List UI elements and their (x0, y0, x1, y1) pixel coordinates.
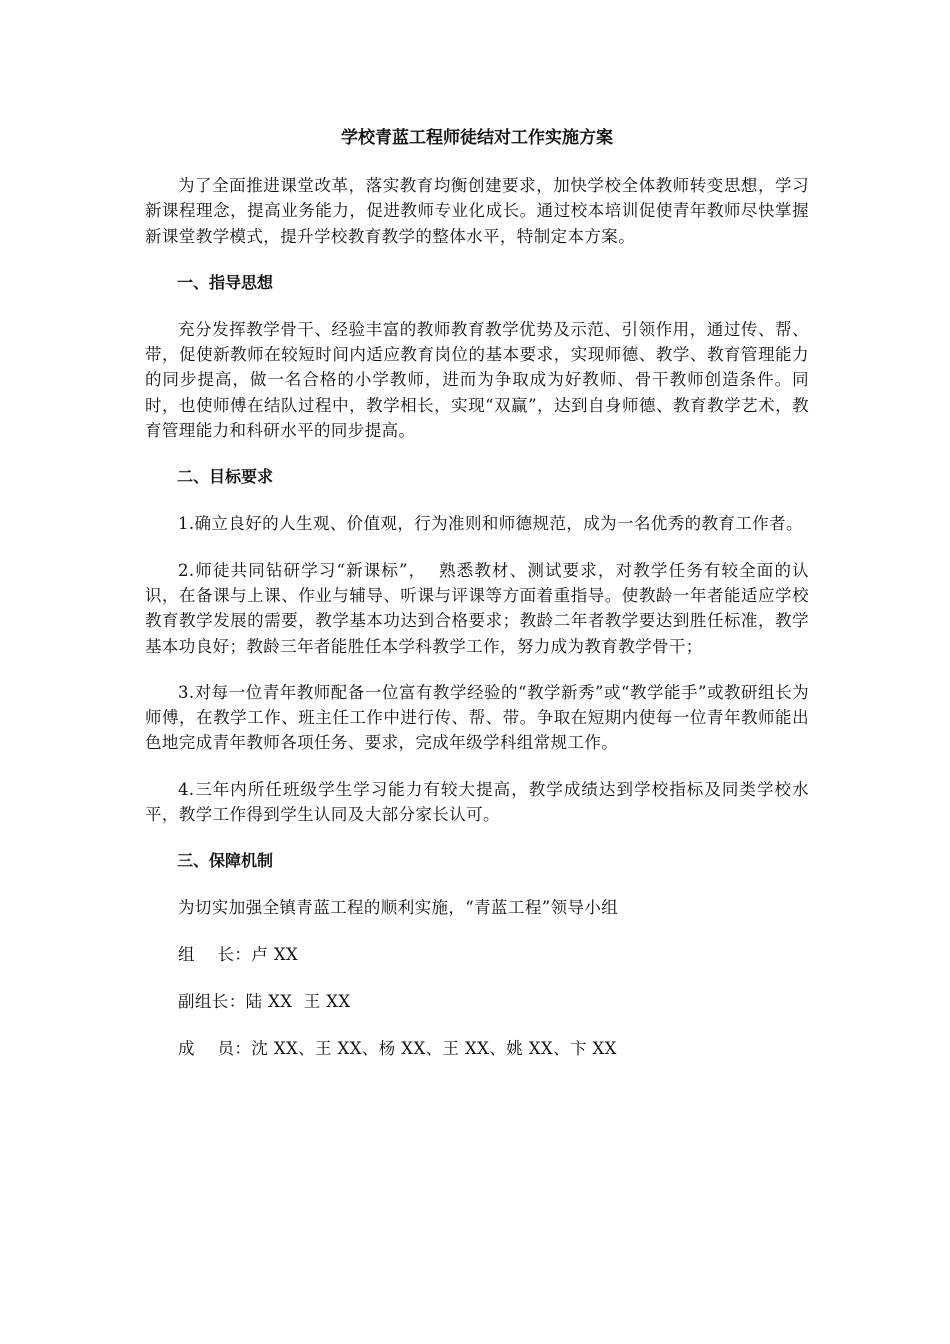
safeguards-intro: 为切实加强全镇青蓝工程的顺利实施，“青蓝工程”领导小组 (178, 898, 619, 918)
section-heading-guiding-ideology: 一、指导思想 (177, 272, 274, 292)
document-title: 学校青蓝工程师徒结对工作实施方案 (341, 128, 613, 148)
group-leader-line: 组 长：卢 XX (178, 945, 299, 965)
goal-item-2: 2.师徒共同钻研学习“新课标”， 熟悉教材、测试要求，对教学任务有较全面的认识，在备课与上课、作业与辅导、听课与评课等方面着重指导。使教龄一年者能适应学校教育教学发展的需要，教学基本功达到合格要求；教龄二年者教学要达到胜任标准，教学基本功良好；教龄三年者能胜任本学科教学工作，努力成为教育教学骨干； (145, 560, 809, 656)
deputy-leader-line: 副组长：陆 XX 王 XX (178, 992, 351, 1012)
goal-item-4: 4.三年内所任班级学生学习能力有较大提高，教学成绩达到学校指标及同类学校水平，教学工作得到学生认同及大部分家长认可。 (145, 779, 809, 825)
document-body (145, 124, 809, 1083)
section-heading-goals: 二、目标要求 (177, 467, 274, 487)
members-line: 成 员：沈 XX、王 XX、杨 XX、王 XX、姚 XX、卞 XX (178, 1039, 617, 1059)
section-heading-safeguards: 三、保障机制 (177, 851, 274, 871)
intro-paragraph: 为了全面推进课堂改革，落实教育均衡创建要求，加快学校全体教师转变思想，学习新课程理念，提高业务能力，促进教师专业化成长。通过校本培训促使青年教师尽快掌握新课堂教学模式，提升学校教育教学的整体水平，特制定本方案。 (145, 176, 809, 246)
guiding-ideology-paragraph: 充分发挥教学骨干、经验丰富的教师教育教学优势及示范、引领作用，通过传、帮、带，促使新教师在较短时间内适应教育岗位的基本要求，实现师德、教学、教育管理能力的同步提高，做一名合格的小学教师，进而为争取成为好教师、骨干教师创造条件。同时，也使师傅在结队过程中，教学相长，实现“双赢”，达到自身师德、教育教学艺术，教育管理能力和科研水平的同步提高。 (145, 319, 809, 441)
goal-item-1: 1.确立良好的人生观、价值观，行为准则和师德规范，成为一名优秀的教育工作者。 (178, 514, 803, 534)
goal-item-3: 3.对每一位青年教师配备一位富有教学经验的“教学新秀”或“教学能手”或教研组长为师傅，在教学工作、班主任工作中进行传、帮、带。争取在短期内使每一位青年教师能出色地完成青年教师各项任务、要求，完成年级学科组常规工作。 (145, 682, 809, 753)
